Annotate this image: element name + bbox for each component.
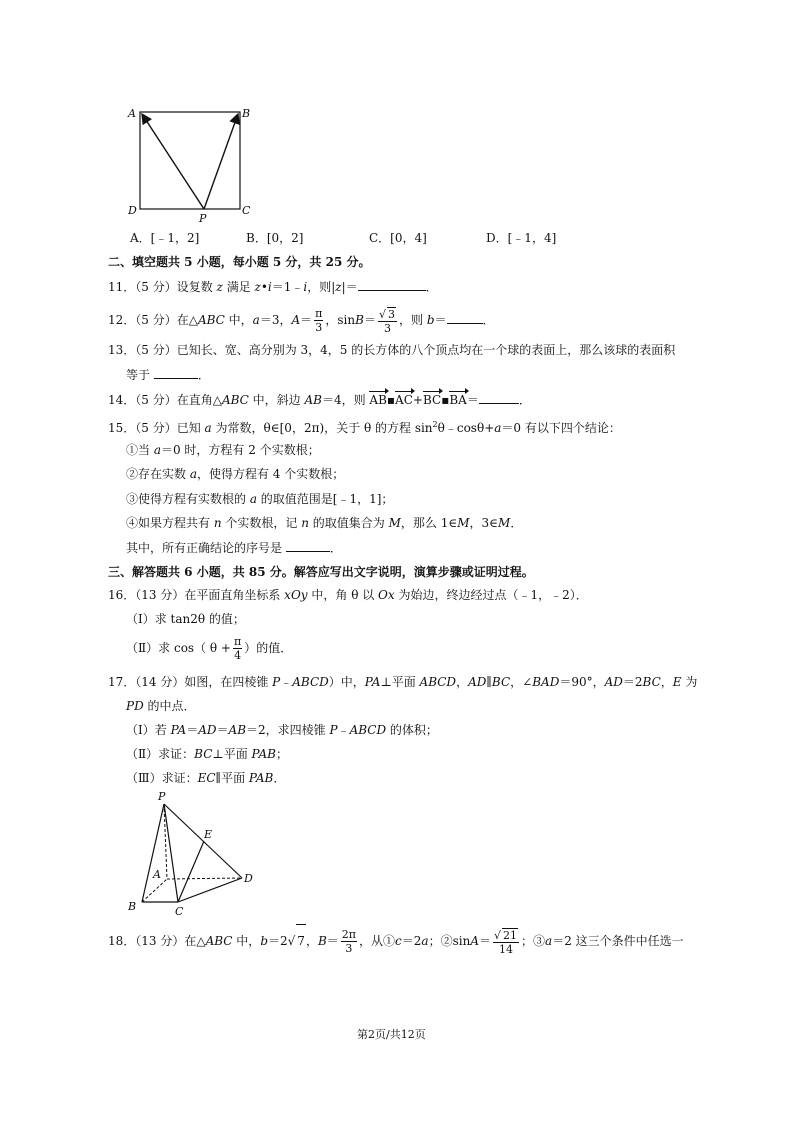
fraction-pi-4: $\frac{\pi}{4}$ — [233, 635, 242, 662]
question-15-final: 其中，所有正确结论的序号是 ． — [126, 541, 342, 555]
answer-blank — [286, 539, 330, 552]
question-15-claim4: ④如果方程共有 n 个实数根，记 n 的取值集合为 M，那么 1∈M，3∈M． — [126, 516, 523, 530]
option-b: B．[0，2] — [246, 231, 304, 245]
question-13-line1: 13．（5 分）已知长、宽、高分别为 3，4，5 的长方体的八个顶点均在一个球的表面上，那么该球的表面积 — [108, 343, 676, 357]
label-a: A — [153, 868, 161, 881]
label-d: D — [244, 872, 253, 885]
label-d: D — [128, 204, 137, 217]
label-e: E — [204, 828, 213, 841]
question-15-line1: 15．（5 分）已知 a 为常数，θ∈[0，2π)，关于 θ 的方程 $\sin^2\theta﹣\cos\theta+a=0$ 有以下四个结论： — [108, 420, 621, 435]
question-17-part2: （Ⅱ）求证：BC⊥平面 PAB； — [126, 747, 288, 761]
fraction-root3-3: $\frac{√ 3}{3}$ — [378, 307, 395, 335]
fraction-root21-14: $\frac{√ 21}{14}$ — [494, 928, 518, 956]
option-a: A．[﹣1，2] — [130, 231, 200, 245]
label-c: C — [175, 905, 184, 918]
figure-square-vectors — [122, 100, 262, 225]
label-a: A — [128, 107, 136, 120]
question-11: 11．（5 分）设复数 z 满足 z•i＝1﹣i，则|z|＝ ． — [108, 280, 438, 294]
question-15-claim3: ③使得方程有实数根的 a 的取值范围是[﹣1，1]； — [126, 492, 394, 506]
label-b: B — [128, 900, 137, 913]
square-outline — [140, 112, 240, 209]
question-17-line2: PD 的中点． — [126, 699, 196, 713]
option-d: D．[﹣1，4] — [486, 231, 557, 245]
answer-blank — [358, 278, 426, 291]
label-c: C — [242, 204, 251, 217]
question-18: 18．（13 分）在△ABC 中，b＝2√ 7，B＝ $\frac{2\pi}{3}$ ，从①c＝2a；②sinA＝ $\frac{√ 21}{14}$ ；③a＝2 这三个条件中任选一 — [108, 924, 684, 957]
question-16: 16．（13 分）在平面直角坐标系 xOy 中，角 θ 以 Ox 为始边，终边经过点（﹣1，﹣2）． — [108, 588, 588, 602]
question-17-part1: （Ⅰ）若 PA＝AD＝AB＝2，求四棱锥 P﹣ABCD 的体积； — [126, 723, 438, 737]
label-b: B — [242, 107, 251, 120]
question-17-line1: 17．（14 分）如图，在四棱锥 P﹣ABCD）中，PA⊥平面 ABCD，AD∥BC，∠BAD＝90°，AD＝2BC，E 为 — [108, 675, 698, 689]
question-16-part2: （Ⅱ）求 cos（ θ + $\frac{\pi}{4}$ ）的值． — [126, 635, 293, 662]
question-17-part3: （Ⅲ）求证：EC∥平面 PAB． — [126, 771, 286, 785]
fraction-pi-3: $\frac{\pi}{3}$ — [315, 307, 323, 334]
section2-heading: 二、填空题共 5 小题，每小题 5 分，共 25 分。 — [108, 255, 371, 269]
page-footer: 第2页/共12页 — [357, 1028, 426, 1041]
answer-blank — [447, 311, 483, 324]
fraction-2pi-3: $\frac{2\pi}{3}$ — [341, 928, 357, 955]
label-p: P — [158, 790, 166, 803]
question-16-part1: （Ⅰ）求 tan2θ 的值； — [126, 612, 245, 626]
section3-heading: 三、解答题共 6 小题，共 85 分。解答应写出文字说明，演算步骤或证明过程。 — [108, 565, 534, 579]
question-15-claim1: ①当 a＝0 时，方程有 2 个实数根； — [126, 443, 320, 457]
figure-pyramid — [120, 790, 270, 920]
option-c: C．[0，4] — [369, 231, 427, 245]
answer-blank — [479, 391, 519, 404]
question-13-line2: 等于 ． — [126, 368, 210, 382]
answer-blank — [154, 366, 198, 379]
question-15-claim2: ②存在实数 a，使得方程有 4 个实数根； — [126, 467, 345, 481]
question-14: 14．（5 分）在直角△ABC 中，斜边 AB＝4，则 AB▪AC+BC▪BA＝ ． — [108, 393, 531, 407]
vector-pa — [142, 114, 204, 209]
label-p: P — [199, 212, 207, 225]
vector-pb — [204, 114, 238, 209]
question-12: 12．（5 分）在△ABC 中，a＝3，A＝ $\frac{\pi}{3}$ ，sinB＝ $\frac{√ 3}{3}$ ，则 b＝ ． — [108, 307, 495, 335]
